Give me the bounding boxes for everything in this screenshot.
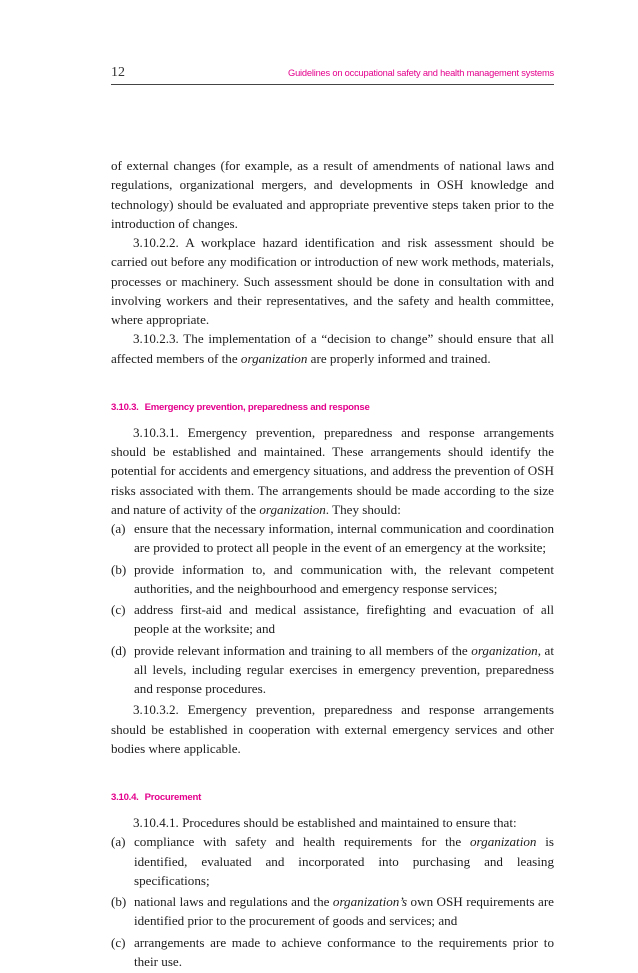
paragraph-3-10-4-1: 3.10.4.1. Procedures should be established and maintained to ensure that: (133, 815, 517, 830)
list-marker: (b) (111, 894, 127, 909)
page-number: 12 (111, 65, 125, 80)
text-run: 3.10.3.1. Emergency prevention, preparedness and response arrangements should be established and maintained. These arrangements should identify the potential for accidents and emergency situations, and address the prevention of OSH risks associated with them. The arrangements should be made according to the size and nature of activity of the (111, 424, 554, 517)
text-run: is identified, evaluated and incorporated into purchasing and leasing specifications; (134, 834, 554, 888)
list-item (111, 560, 554, 599)
section-title: Procurement (144, 792, 202, 803)
header-rule (111, 84, 554, 85)
section-title: Emergency prevention, preparedness and response (144, 401, 370, 413)
text-run: , at all levels, including regular exercises in emergency prevention, preparedness and response procedures. (134, 642, 554, 696)
section-heading-3-10-4 (111, 791, 554, 805)
list-marker: (c) (111, 934, 126, 950)
list-marker: (d) (111, 642, 127, 658)
list-marker: (b) (111, 561, 127, 577)
paragraph-continued: of external changes (for example, as a result of amendments of national laws and regulations, organizational mergers, and developments in OSH knowledge and technology) should be evaluated and appropriate preventive steps taken prior to the introduction of changes. (111, 158, 554, 231)
paragraph-3-10-3-1 (111, 423, 554, 519)
text-run: 3.10.2.3. The implementation of a “decision to change” should ensure that all affected members of the (111, 331, 554, 366)
text-run: . They should: (325, 501, 401, 517)
list-item-text: address first-aid and medical assistance, firefighting and evacuation of all people at the worksite; and (134, 602, 554, 637)
text-run: compliance with safety and health requirements for the (134, 834, 470, 850)
section-heading-3-10-3 (111, 401, 554, 415)
page-body (111, 156, 554, 973)
section-number: 3.10.4. (111, 792, 139, 803)
list-item (111, 892, 554, 931)
list-item (111, 641, 554, 699)
list-marker: (a) (111, 521, 126, 536)
italic-term: organization (240, 350, 308, 366)
list-item-text: provide information to, and communication with, the relevant competent authorities, and the neighbourhood and emergency response services; (134, 561, 554, 596)
text-run: are properly informed and trained. (307, 350, 491, 366)
text-run: provide relevant information and training to all members of the (134, 642, 472, 658)
list-marker: (a) (111, 834, 126, 850)
paragraph-3-10-2-3 (111, 329, 554, 368)
list-procurement-procedures (111, 832, 554, 971)
text-run: own OSH requirements are identified prior to the procurement of goods and services; and (134, 894, 554, 929)
italic-term: organization (471, 642, 538, 658)
running-title: Guidelines on occupational safety and health management systems (288, 68, 554, 78)
list-item (111, 519, 554, 558)
page-header (111, 66, 554, 82)
italic-term: organization (259, 501, 326, 517)
list-item (111, 832, 554, 890)
list-emergency-arrangements (111, 519, 554, 698)
italic-term: organization (469, 834, 537, 850)
list-item (111, 600, 554, 639)
list-marker: (c) (111, 602, 126, 617)
list-item-text: ensure that the necessary information, internal communication and coordination are provided to protect all people in the event of an emergency at the worksite; (134, 521, 554, 556)
list-item (111, 933, 554, 972)
italic-term: organization’s (332, 894, 408, 909)
list-item-text: arrangements are made to achieve conformance to the requirements prior to their use. (134, 934, 554, 969)
text-run: national laws and regulations and the (134, 894, 333, 909)
paragraph-3-10-3-2: 3.10.3.2. Emergency prevention, preparedness and response arrangements should be established in cooperation with external emergency services and other bodies where applicable. (111, 702, 554, 756)
paragraph-3-10-2-2: 3.10.2.2. A workplace hazard identification and risk assessment should be carried out before any modification or introduction of new work methods, materials, processes or machinery. Such assessment should be done in consultation with and involving workers and their representatives, and the safety and health committee, where appropriate. (111, 235, 554, 327)
section-number: 3.10.3. (111, 401, 139, 413)
